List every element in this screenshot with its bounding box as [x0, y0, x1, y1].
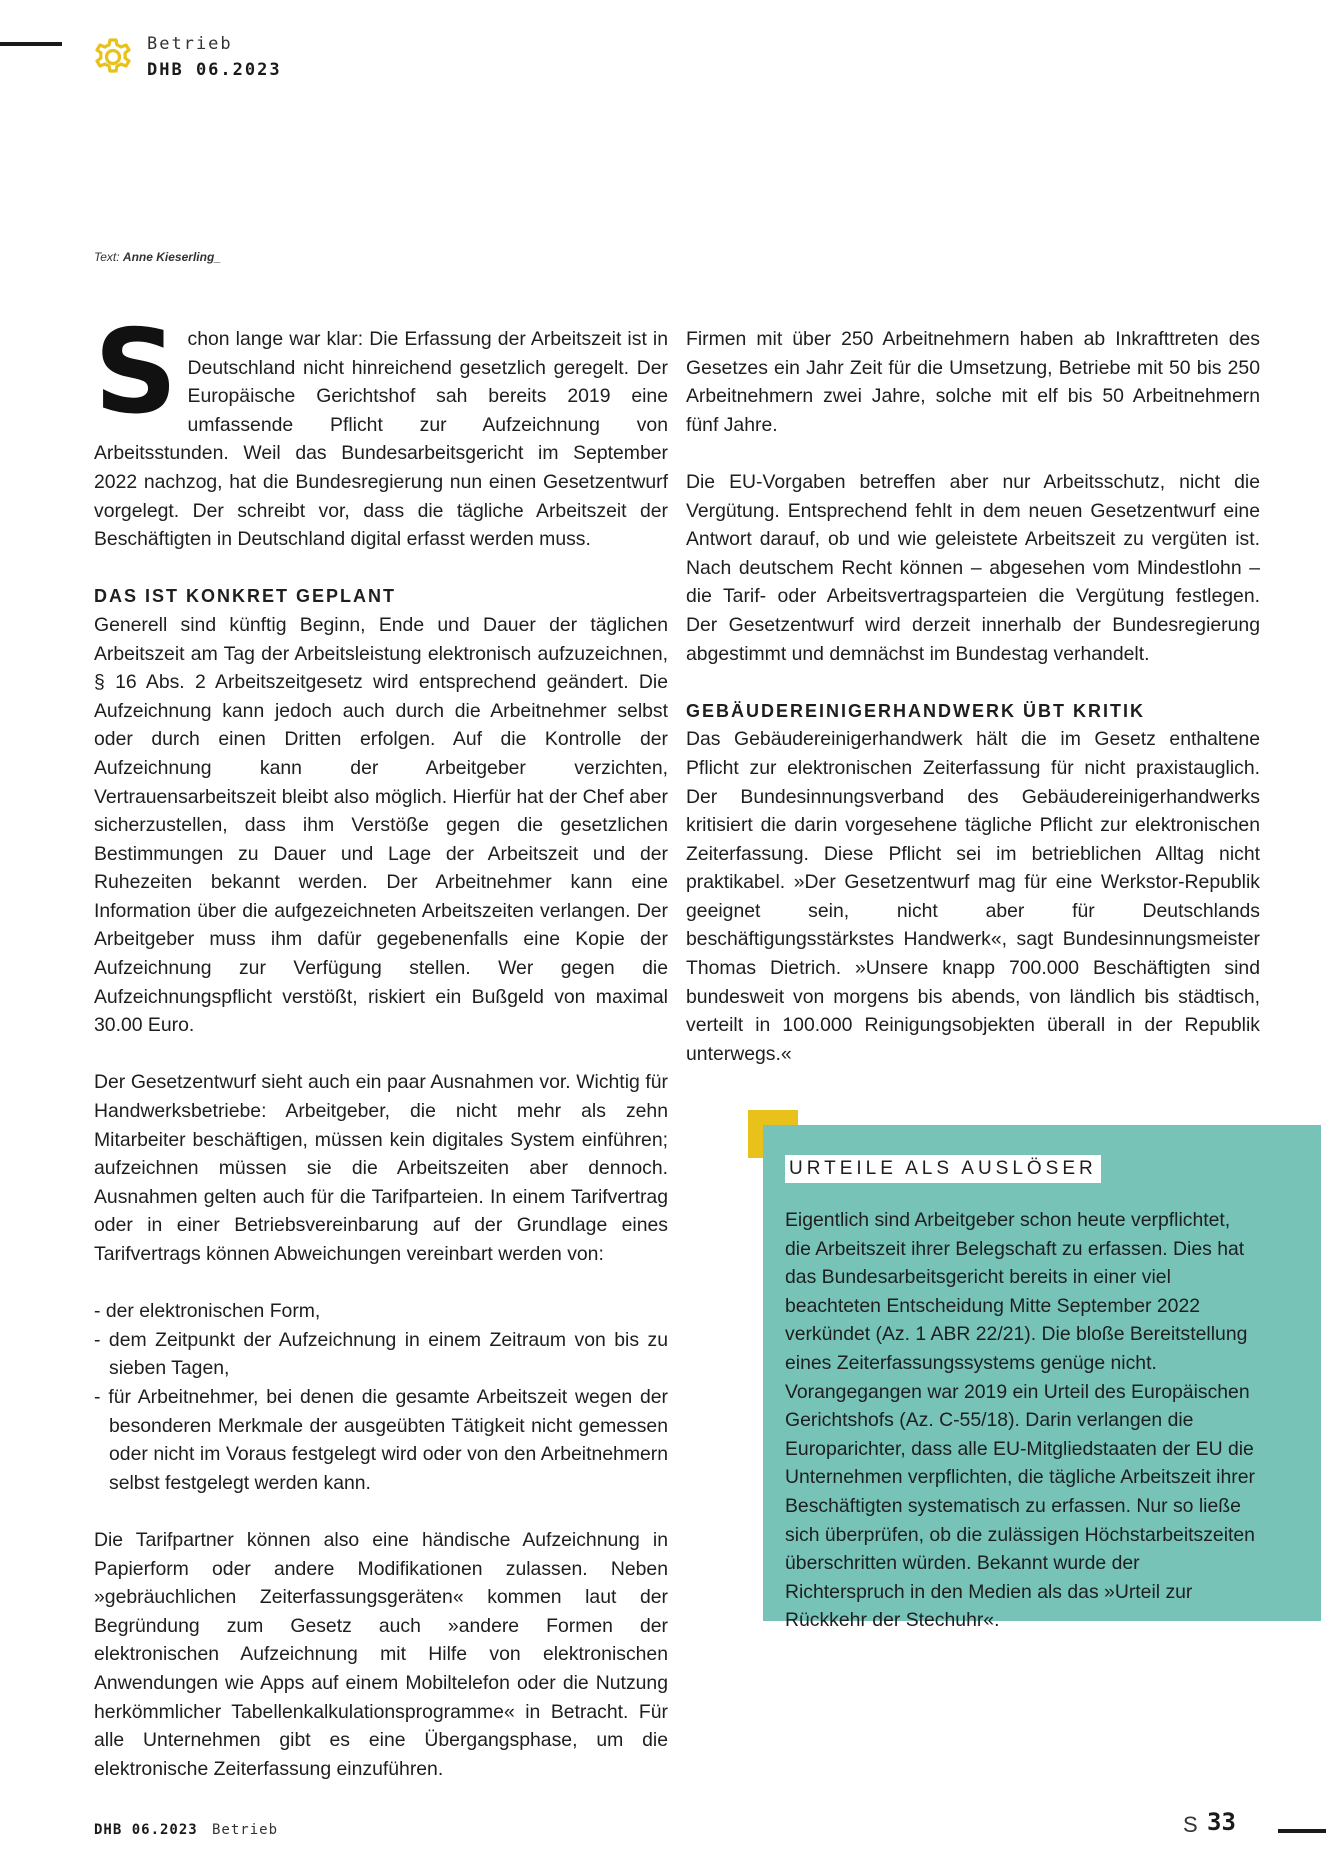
- bottom-right-rule: [1278, 1829, 1326, 1833]
- dropcap: S: [94, 305, 178, 440]
- infobox: [763, 1125, 1321, 1632]
- section-heading-konkret: DAS IST KONKRET GEPLANT: [94, 586, 397, 607]
- byline: [94, 250, 221, 264]
- page-prefix: S: [1183, 1812, 1198, 1837]
- intro-text: chon lange war klar: Die Erfassung der Arbeitszeit ist in Deutschland nicht hinreichend gesetzlich geregelt. Der Europäische Gerichtshof sah bereits 2019 eine umfassende Pflicht zur Aufzeichnung von Arbeitsstunden. Weil das Bundesarbeitsgericht im September 2022 nachzog, hat die Bundesregierung nun einen Gesetzentwurf vorgelegt. Der schreibt vor, dass die tägliche Arbeitszeit der Beschäftigten in Deutschland digital erfasst werden muss.: [94, 328, 668, 551]
- byline-author: Anne Kieserling_: [122, 250, 221, 264]
- list-item: - für Arbeitnehmer, bei denen die gesamte Arbeitszeit wegen der besonderen Merkmale der ausgeübten Tätigkeit nicht gemessen oder nicht im Voraus festgelegt wird oder von den Arbeitnehmern selbst festgelegt werden kann.: [94, 1383, 668, 1497]
- gear-icon: [91, 35, 135, 79]
- exceptions-list: [94, 1297, 668, 1497]
- intro-paragraph: [94, 305, 668, 554]
- header-issue-label: DHB 06.2023: [147, 60, 282, 80]
- paragraph-konkret: Generell sind künftig Beginn, Ende und Dauer der täglichen Arbeitszeit am Tag der Arbeitsleistung elektronisch aufzuzeichnen, § 16 Abs. 2 Arbeitszeitgesetz wird entsprechend geändert. Die Aufzeichnung kann jedoch auch durch die Arbeitnehmer selbst oder durch einen Dritten erfolgen. Auf die Kontrolle der Aufzeichnung kann der Arbeitgeber verzichten, Vertrauensarbeitszeit bleibt also möglich. Hierfür hat der Chef aber sicherzustellen, dass ihm Verstöße gegen die gesetzlichen Bestimmungen zu Dauer und Lage der Arbeitszeit und der Ruhezeiten bekannt werden. Der Arbeitnehmer kann eine Information über die aufgezeichneten Arbeitszeiten verlangen. Der Arbeitgeber muss ihm dafür gegebenenfalls eine Kopie der Aufzeichnung zur Verfügung stellen. Wer gegen die Aufzeichnungspflicht verstößt, riskiert ein Bußgeld von maximal 30.00 Euro.: [94, 613, 668, 1037]
- footer-issue-label: DHB 06.2023: [94, 1822, 198, 1838]
- footer-section-label: Betrieb: [212, 1822, 279, 1838]
- list-item: - der elektronischen Form,: [94, 1297, 668, 1326]
- top-left-rule: [0, 42, 62, 46]
- infobox-text: Eigentlich sind Arbeitgeber schon heute verpflichtet, die Arbeitszeit ihrer Belegschaft zu erfassen. Dies hat das Bundesarbeitsgericht bereits in einer viel beachteten Entscheidung Mitte September 2022 verkündet (Az. 1 ABR 22/21). Die bloße Bereitstellung eines Zeiterfassungssystems genüge nicht. Vorangegangen war 2019 ein Urteil des Europäischen Gerichtshofs (Az. C-55/18). Darin verlangen die Europarichter, dass alle EU-Mitgliedstaaten der EU die Unternehmen verpflichten, die tägliche Arbeitszeit ihrer Beschäftigten systematisch zu erfassen. Nur so ließe sich überprüfen, ob die zulässigen Höchstarbeitszeiten überschritten würden. Bekannt wurde der Richterspruch in den Medien als das »Urteil zur Rückkehr der Stechuhr«.: [785, 1209, 1255, 1632]
- paragraph-ausnahmen: Der Gesetzentwurf sieht auch ein paar Ausnahmen vor. Wichtig für Handwerksbetriebe: Arbeitgeber, die nicht mehr als zehn Mitarbeiter beschäftigen, müssen kein digitales System einführen; aufzeichnen müssen sie die Arbeitszeiten aber dennoch. Ausnahmen gelten auch für die Tarifparteien. In einem Tarifvertrag oder in einer Betriebsvereinbarung auf der Grundlage eines Tarifvertrags können Abweichungen vereinbart werden von:: [94, 1071, 668, 1265]
- paragraph-tarifpartner: Die Tarifpartner können also eine händische Aufzeichnung in Papierform oder andere Modifikationen zulassen. Neben »gebräuchlichen Zeiterfassungsgeräten« kommen laut der Begründung zum Gesetz auch »andere Formen der elektronischen Aufzeichnung mit Hilfe von elektronischen Anwendungen wie Apps auf einem Mobiltelefon oder die Nutzung herkömmlicher Tabellenkalkulationsprogramme« in Betracht. Für alle Unternehmen gibt es eine Übergangsphase, um die elektronische Zeiterfassung einzuführen.: [94, 1528, 668, 1780]
- infobox-title: URTEILE ALS AUSLÖSER: [785, 1155, 1101, 1183]
- page-number: 33: [1207, 1808, 1236, 1836]
- byline-label: Text:: [94, 250, 120, 264]
- paragraph-kritik: Das Gebäudereinigerhandwerk hält die im Gesetz enthaltene Pflicht zur elektronischen Zeiterfassung für nicht praxistauglich. Der Bundesinnungsverband des Gebäudereinigerhandwerks kritisiert die darin vorgesehene tägliche Pflicht zur elektronischen Zeiterfassung. Diese Pflicht sei im betrieblichen Alltag nicht praktikabel. »Der Gesetzentwurf mag für eine Werkstor-Republik geeignet sein, nicht aber für Deutschlands beschäftigungsstärkstes Handwerk«, sagt Bundesinnungsmeister Thomas Dietrich. »Unsere knapp 700.000 Beschäftigten sind bundesweit von morgens bis abends, von ländlich bis städtisch, verteilt in 100.000 Reinigungsobjekten überall in der Republik unterwegs.«: [686, 728, 1260, 1065]
- header-section-label: Betrieb: [147, 34, 233, 54]
- article-column-left: [94, 305, 668, 1783]
- section-heading-kritik: GEBÄUDEREINIGERHANDWERK ÜBT KRITIK: [686, 700, 1145, 721]
- article-column-right: [686, 325, 1260, 1068]
- list-item: - dem Zeitpunkt der Aufzeichnung in einem Zeitraum von bis zu sieben Tagen,: [94, 1326, 668, 1383]
- paragraph-firmen: Firmen mit über 250 Arbeitnehmern haben ab Inkrafttreten des Gesetzes ein Jahr Zeit für die Umsetzung, Betriebe mit 50 bis 250 Arbeitnehmern zwei Jahre, solche mit elf bis 50 Arbeitnehmern fünf Jahre.: [686, 328, 1260, 436]
- paragraph-eu-vorgaben: Die EU-Vorgaben betreffen aber nur Arbeitsschutz, nicht die Vergütung. Entsprechend fehlt in dem neuen Gesetzentwurf eine Antwort darauf, ob und wie geleistete Arbeitszeit zu vergüten ist. Nach deutschem Recht können – abgesehen vom Mindestlohn – die Tarif- oder Arbeitsvertragsparteien die Vergütung festlegen. Der Gesetzentwurf wird derzeit innerhalb der Bundesregierung abgestimmt und demnächst im Bundestag verhandelt.: [686, 470, 1260, 665]
